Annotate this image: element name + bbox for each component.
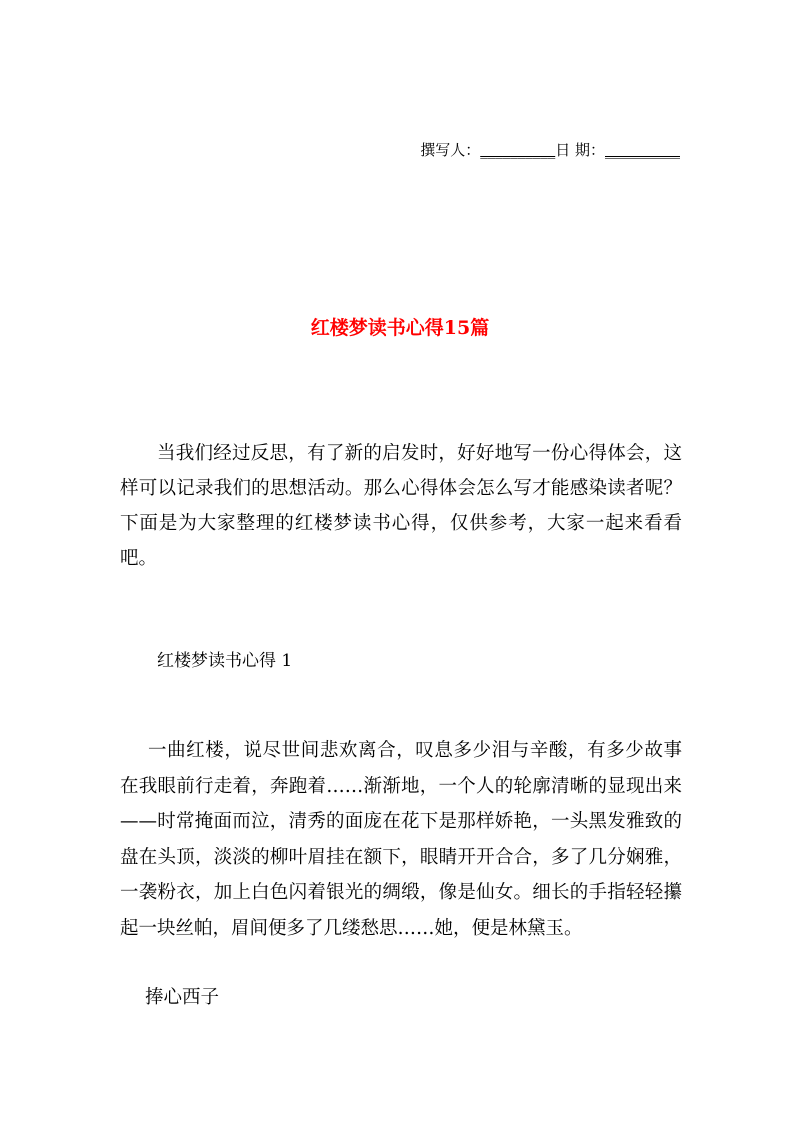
section-body-paragraph: 一曲红楼，说尽世间悲欢离合，叹息多少泪与辛酸，有多少故事在我眼前行走着，奔跑着……渐渐地，一个人的轮廓清晰的显现出来——时常掩面而泣，清秀的面庞在花下是那样娇艳，一头黑发雅致的盘在头顶，淡淡的柳叶眉挂在额下，眼睛开开合合，多了几分娴雅，一袭粉衣，加上白色闪着银光的绸缎，像是仙女。细长的手指轻轻攥起一块丝帕，眉间便多了几缕愁思……她，便是林黛玉。 <box>120 740 682 939</box>
author-blank: __________ <box>480 141 556 159</box>
document-title: 红楼梦读书心得15篇 <box>310 317 490 339</box>
date-blank: __________ <box>605 141 680 159</box>
intro-paragraph: 当我们经过反思，有了新的启发时，好好地写一份心得体会，这样可以记录我们的思想活动。那么心得体会怎么写才能感染读者呢？下面是为大家整理的红楼梦读书心得，仅供参考，大家一起来看看吧。 <box>120 443 682 569</box>
date-label: 日 期： <box>555 141 605 159</box>
author-label: 撰写人： <box>420 141 481 159</box>
author-date-line <box>420 138 680 162</box>
sub-heading: 捧心西子 <box>145 987 220 1008</box>
section-heading: 红楼梦读书心得 1 <box>157 651 293 671</box>
